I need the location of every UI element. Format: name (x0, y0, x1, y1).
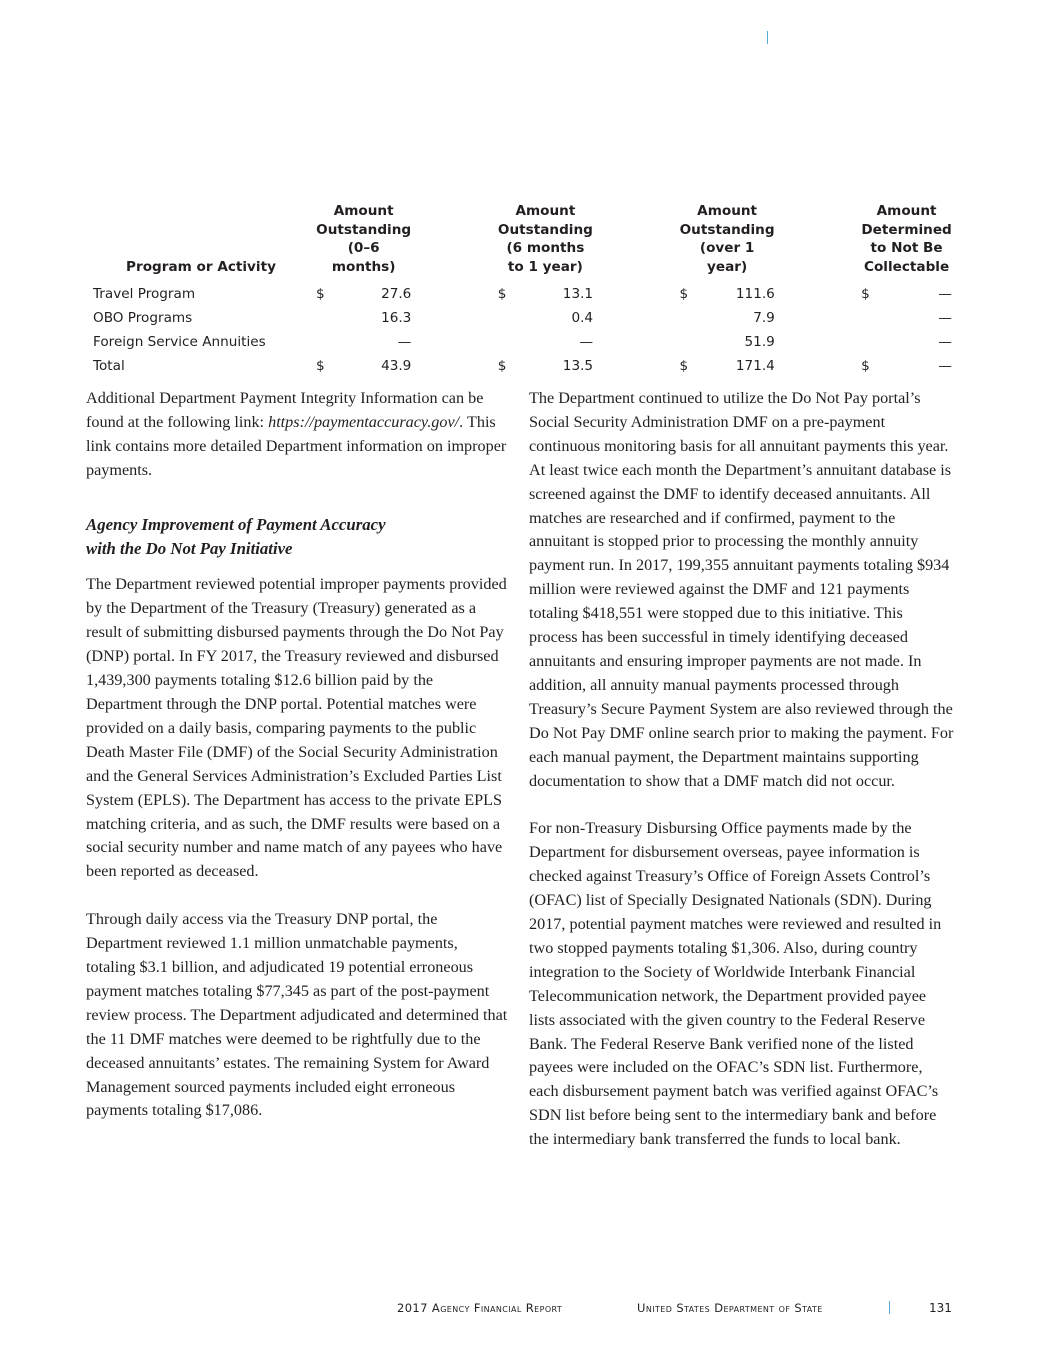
body-paragraph: For non-Treasury Disbursing Office payments made by the Department for disbursement overseas, payee information is checked against Treasury’s Office of Foreign Assets Control’s (OFAC) list of Specially Designated Nationals (SDN). During 2017, potential payment matches were reviewed and resulted in two stopped payments totaling $1,306. Also, during country integration to the Society of Worldwide Interbank Financial Telecommunication network, the Department provided payee lists associated with the given country to the Federal Reserve Bank. The Federal Reserve Bank verified none of the listed payees were included on the OFAC’s SDN list. Furthermore, each disbursement payment batch was verified against OFAC’s SDN list before being sent to the intermediary bank and before the intermediary bank transferred the funds to local bank. (529, 819, 942, 1149)
cell-dollar: $ (497, 286, 507, 302)
cell-value: 111.6 (735, 286, 775, 302)
cell-dollar: $ (497, 358, 507, 374)
cell-dollar (679, 306, 700, 330)
cell-value: — (579, 334, 594, 350)
cell-value: 51.9 (744, 334, 775, 350)
table-row-total (86, 354, 952, 378)
header-col4-line1: Amount Determined (861, 203, 952, 238)
footer-report-title: 2017 Agency Financial Report (397, 1301, 563, 1315)
cell-value: 27.6 (381, 286, 412, 302)
header-col3 (679, 202, 774, 282)
page-number: 131 (929, 1301, 952, 1315)
body-paragraph: The Department reviewed potential improper payments provided by the Department of the Treasury (Treasury) generated as a result of submitting disbursed payments through the Do Not Pay (DNP) portal. In FY 2017, the Treasury reviewed and disbursed 1,439,300 payments totaling $12.6 billion paid by the Department through the DNP portal. Potential matches were provided on a daily basis, comparing payments to the public Death Master File (DMF) of the Social Security Administration and the General Services Administration’s Excluded Parties List System (EPLS). The Department has access to the private EPLS matching criteria, and as such, the DMF results were based on a social security number and name match of any payees who have been reported as deceased. (86, 575, 507, 881)
cell-value: 13.1 (562, 286, 594, 302)
cell-value: 16.3 (381, 310, 412, 326)
intro-text-b: . This link contains more detailed Department information on improper payments. (86, 412, 507, 479)
right-column (529, 387, 955, 1176)
header-col2-line2: Outstanding (497, 221, 593, 238)
header-col1-line3: (0–6 months) (331, 240, 396, 275)
header-program: Program or Activity (126, 258, 276, 275)
cell-value: — (938, 334, 952, 350)
cell-value: — (397, 334, 412, 350)
cell-dollar (861, 330, 881, 354)
cell-value: — (938, 310, 952, 326)
left-column (86, 387, 508, 1147)
page-footer (0, 1301, 1043, 1317)
cell-dollar (861, 306, 881, 330)
row-label: Foreign Service Annuities (93, 334, 266, 350)
table-row (86, 282, 952, 306)
cell-value: 0.4 (571, 310, 594, 326)
table-header-row (86, 202, 952, 282)
cell-dollar (498, 306, 519, 330)
cell-dollar (498, 330, 519, 354)
table-row (86, 306, 952, 330)
table-row (86, 330, 952, 354)
section-heading-line1: Agency Improvement of Payment Accuracy (86, 514, 386, 534)
header-col1 (316, 202, 411, 282)
cell-value: — (938, 286, 952, 302)
section-heading-line2: with the Do Not Pay Initiative (86, 538, 293, 558)
payment-accuracy-link[interactable]: https://paymentaccuracy.gov/ (268, 412, 460, 431)
header-col3-line3: (over 1 year) (699, 240, 755, 275)
cell-value: — (938, 358, 952, 374)
cell-value: 13.5 (562, 358, 594, 374)
body-paragraph: The Department continued to utilize the Do Not Pay portal’s Social Security Administration DMF on a pre-payment continuous monitoring basis for all annuitant payments this year. At least twice each month the Department’s annuitant database is screened against the DMF to identify deceased annuitants. All matches are researched and if confirmed, payment to the annuitant is stopped prior to processing the monthly annuity payment run. In 2017, 199,355 annuitant payments totaling $934 million were reviewed against the DMF and 121 payments totaling $418,551 were stopped due to this initiative. This process has been successful in timely identifying deceased annuitants and ensuring improper payments are not made. In addition, all annuity manual payments processed through Treasury’s Secure Payment System are also reviewed through the Do Not Pay DMF online search prior to making the payment. For each manual payment, the Department maintains supporting documentation to show that a DMF match did not occur. (529, 389, 954, 790)
cell-dollar (679, 330, 700, 354)
cell-dollar: $ (315, 358, 325, 374)
cell-dollar: $ (679, 358, 689, 374)
intro-paragraph (86, 387, 508, 483)
cell-dollar: $ (861, 358, 870, 374)
cell-dollar: $ (679, 286, 689, 302)
cell-value: 43.9 (381, 358, 412, 374)
row-label: Travel Program (93, 286, 196, 302)
row-label: OBO Programs (93, 310, 193, 326)
cell-dollar (316, 330, 337, 354)
row-label: Total (93, 358, 125, 374)
header-col4 (861, 202, 952, 282)
header-col4-line3: Collectable (863, 258, 950, 275)
footer-separator (889, 1301, 890, 1314)
cell-value: 7.9 (753, 310, 775, 326)
header-col1-line2: Outstanding (316, 221, 412, 238)
header-col2-line1: Amount (515, 203, 576, 219)
cell-dollar (316, 306, 337, 330)
intro-text-a: Additional Department Payment Integrity Information can be found at the following link: (86, 389, 484, 431)
header-col4-line2: to Not Be (870, 240, 943, 256)
cell-dollar: $ (861, 286, 870, 302)
header-col2-line3: (6 months to 1 year) (506, 240, 585, 275)
section-heading (86, 513, 508, 561)
cell-value: 171.4 (735, 358, 775, 374)
aging-table (86, 202, 952, 378)
footer-agency-name: United States Department of State (637, 1301, 823, 1315)
body-paragraph: Through daily access via the Treasury DNP portal, the Department reviewed 1.1 million unmatchable payments, totaling $3.1 billion, and adjudicated 19 potential erroneous payment matches totaling $77,345 as part of the post-payment review process. The Department adjudicated and determined that the 11 DMF matches were deemed to be rightfully due to the deceased annuitants’ estates. The remaining System for Award Management sourced payments included eight erroneous payments totaling $17,086. (86, 910, 508, 1120)
header-col1-line1: Amount (333, 203, 394, 219)
header-col3-line2: Outstanding (679, 221, 775, 238)
header-col2 (498, 202, 593, 282)
header-col3-line1: Amount (697, 203, 758, 219)
header-accent-tick (767, 31, 768, 44)
cell-dollar: $ (315, 286, 325, 302)
